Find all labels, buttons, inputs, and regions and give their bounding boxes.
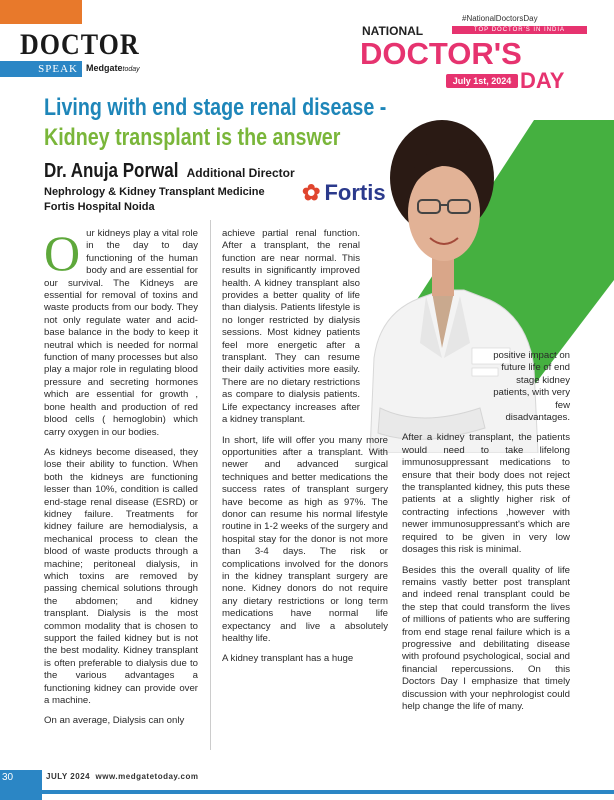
fortis-logo-text: Fortis	[324, 180, 386, 205]
fortis-logo	[302, 180, 386, 206]
paragraph	[44, 225, 198, 439]
badge-strip: TOP DOCTOR'S IN INDIA	[452, 26, 587, 34]
header-accent-bar	[0, 0, 82, 24]
fortis-logo-icon: ✿	[302, 180, 321, 205]
footer-text	[46, 772, 198, 781]
article-title-line1: Living with end stage renal disease -	[44, 94, 387, 121]
paragraph: As kidneys become diseased, they lose their ability to function. When both the kidneys are functioning lesser than 10%, condition is called end-stage renal disease (ESRD) or kidney failure. Treatments for kidney failure are hemodialysis, a mechanical process to clean the blood of waste products through a machine; peritoneal dialysis, in which toxins are removed by passing chemical solutions through the abdomen; and kidney transplant. Dialysis is the most common modality that is chosen to support the failed kidney but is not the best modality. Kidney transplant is often preferable to dialysis due to the various advantages a functioning kidney can provide over a machine.	[44, 446, 198, 707]
section-subtitle: SPEAK	[0, 61, 82, 77]
column-divider	[210, 220, 211, 750]
article-column-2	[222, 228, 388, 674]
author-hospital: Fortis Hospital Noida	[44, 201, 155, 213]
paragraph: positive impact on future life of end stage kidney patients, with very few disadvantages.	[493, 350, 570, 424]
paragraph: A kidney transplant has a huge	[222, 653, 354, 665]
paragraph: On an average, Dialysis can only	[44, 715, 185, 727]
paragraph: In short, life will offer you many more opportunities after a transplant. With newer and advanced surgical techniques and better medications the success rates of transplant surgery have become as high as 97%. The donor can resume his normal lifestyle routine in 1-2 weeks of the surgery and hospital stay for the donor is not more than 3-4 days. The risk or complications involved for the donors in the kidney transplant surgery are none. Kidney donors do not require any dietary restrictions or long term medications have normal life expectancy and live a absolutely healthy life.	[222, 434, 388, 644]
badge-main: DOCTOR'S	[360, 36, 522, 71]
footer-issue: JULY 2024	[46, 772, 91, 781]
badge-national: NATIONAL	[362, 24, 424, 38]
dropcap: O	[44, 225, 81, 281]
author-name: Dr. Anuja Porwal	[44, 160, 179, 182]
section-title: DOCTOR	[20, 27, 140, 62]
badge-date: July 1st, 2024	[446, 74, 518, 88]
badge-hashtag: #NationalDoctorsDay	[462, 14, 538, 23]
page-number: 30	[2, 772, 14, 783]
paragraph: achieve partial renal function. After a transplant, the renal function are near normal. This results in significantly improved health. A kidney transplant also provides a better quality of life than dialysis. Patients lifestyle is no longer restricted by dialysis sessions. Most kidney patients feel more energetic after a transplant. They can resume their daily activities more easily. There are no dietary restrictions as compare to dialysis patients. Life expectancy increases after a kidney transplant.	[222, 228, 360, 426]
author-department: Nephrology & Kidney Transplant Medicine	[44, 186, 265, 198]
paragraph-text: ur kidneys play a vital role in the day to day functioning of the human body and are essential for our survival. The Kidneys are essential for removal of toxins and waste products from our body. They not only regulate water and acid-base balance in the body to keep it neutral which is needed for normal function of many processes but also play a major role in regulating blood pressure and secreting hormones which are essential for growth , bone health and production of red blood cells ( hemoglobin) which carry oxygen in our bodies.	[44, 228, 198, 438]
badge-day: DAY	[520, 68, 565, 93]
footer-rule	[0, 790, 614, 794]
author-affiliation	[44, 185, 265, 215]
author-line	[44, 160, 295, 183]
brand-name: Medgate	[86, 63, 123, 73]
brand-logo	[86, 63, 140, 73]
paragraph: Besides this the overall quality of life remains vastly better post transplant and indeed renal transplant could be the step that could transform the lives of millions of patients who are suffering from end stage renal failure which is a progressive and debilitating disease with profound psychological, social and financial repercussions. On this Doctors Day I emphasize that timely discussion with your nephrologist could help change the life of many.	[402, 564, 570, 712]
author-title: Additional Director	[186, 166, 295, 180]
footer-url: www.medgatetoday.com	[95, 772, 199, 781]
article-column-1	[44, 225, 198, 736]
paragraph: After a kidney transplant, the patients would need to take lifelong immunosuppressant medications to ensure that their body does not reject the transplanted kidney, this puts these patients at a slightly higher risk of contracting infections ,however with newer immunosuppressant's which are required to be given in very low dosages this risk is minimal.	[402, 432, 570, 556]
brand-suffix: today	[122, 66, 140, 73]
article-column-3	[402, 350, 570, 721]
article-title-line2: Kidney transplant is the answer	[44, 124, 341, 151]
